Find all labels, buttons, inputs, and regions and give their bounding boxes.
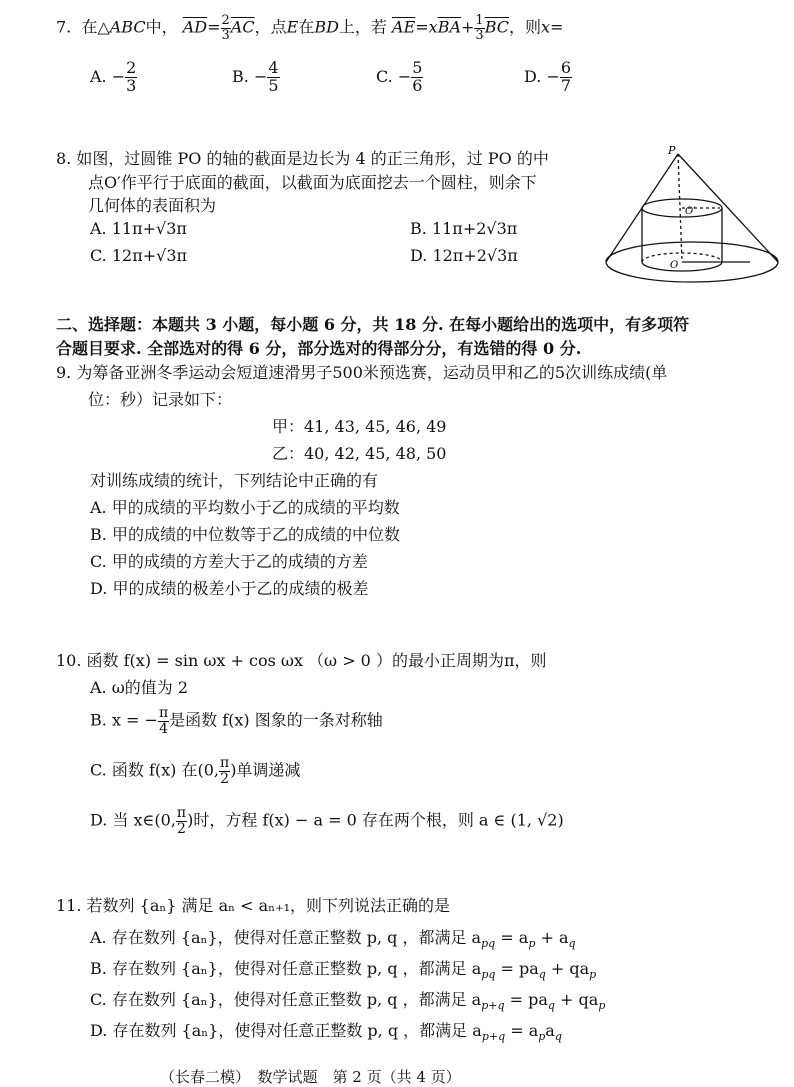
option-text: 存在数列 {aₙ}，使得对任意正整数 p, q ，都满足 a [111, 990, 482, 1009]
option-rest: = pa [495, 959, 539, 978]
q7-frac-1-num: 2 [221, 13, 230, 28]
q11-option-a[interactable] [90, 925, 576, 950]
option-label: A. [90, 928, 107, 947]
option-sub: p+q [481, 1030, 506, 1043]
option-sub: pq [481, 937, 496, 950]
option-label: C. [90, 760, 107, 780]
option-sub2: q [547, 999, 555, 1012]
option-rest2: + a [535, 928, 569, 947]
q10-option-a[interactable] [90, 675, 188, 698]
q9-data-2: 乙：40, 42, 45, 48, 50 [272, 444, 447, 463]
option-label: D. [410, 246, 428, 265]
option-rest2: + qa [554, 990, 599, 1009]
q7-frac-2 [474, 14, 484, 42]
option-label: B. [90, 525, 107, 544]
option-sign: − [546, 66, 560, 86]
option-text: 甲的成绩的极差小于乙的成绩的极差 [112, 579, 369, 598]
option-frac [560, 60, 572, 95]
q7-x: x [428, 17, 438, 37]
option-text: 12π+2√3π [432, 246, 518, 265]
option-label: A. [90, 678, 107, 697]
option-sub2: p [528, 937, 536, 950]
option-text: 甲的成绩的方差大于乙的成绩的方差 [111, 552, 368, 571]
q10-number: 10. [56, 651, 82, 670]
q10-option-b[interactable] [90, 706, 383, 736]
option-text: ω的值为 2 [111, 678, 189, 697]
option-label: A. [90, 219, 107, 238]
q11-option-d[interactable] [90, 1018, 562, 1043]
page-footer: （长春二模） 数学试题 第 2 页（共 4 页） [160, 1068, 461, 1086]
q7-stem [56, 14, 563, 42]
option-label: B. [410, 219, 427, 238]
q7-eq: = [207, 17, 221, 37]
option-frac [411, 60, 423, 95]
q8-option-a[interactable] [90, 219, 187, 238]
option-sign: − [253, 66, 268, 86]
option-frac-num: π [219, 755, 230, 771]
option-frac [219, 756, 230, 786]
option-frac-num: 6 [560, 58, 572, 77]
option-sub: p+q [481, 999, 505, 1012]
option-frac-den: 5 [268, 75, 279, 95]
option-label: B. [90, 959, 107, 978]
option-post: )时，方程 f(x) − a = 0 存在两个根，则 a ∈ (1, √2) [187, 810, 564, 830]
option-label: D. [90, 579, 108, 598]
option-text: 12π+√3π [111, 246, 188, 265]
q7-frac-2-num: 1 [475, 13, 484, 28]
q8-line-2: 点O′作平行于底面的截面，以截面为底面挖去一个圆柱，则余下 [88, 173, 537, 192]
q9-number: 9. [56, 363, 72, 382]
option-label: B. [232, 66, 249, 86]
q7-text-a: 在△ [81, 17, 110, 37]
option-frac-num: π [176, 805, 187, 821]
q8-option-c[interactable] [90, 246, 187, 265]
q9-option-b[interactable] [90, 522, 400, 545]
option-frac-num: 5 [412, 58, 423, 77]
q8-line-3: 几何体的表面积为 [88, 196, 217, 215]
option-text: 甲的成绩的平均数小于乙的成绩的平均数 [111, 498, 400, 517]
q7-frac-2-den: 3 [475, 27, 484, 43]
q7-point-e: E [286, 17, 299, 37]
q7-vector-ad: $\overline{AD}$ [182, 17, 208, 37]
option-sub: pq [481, 968, 496, 981]
option-post: 是函数 f(x) 图象的一条对称轴 [169, 710, 383, 730]
q7-frac-1 [221, 14, 231, 42]
option-frac [158, 706, 169, 736]
option-label: A. [90, 498, 107, 517]
option-frac [125, 60, 137, 95]
option-frac [267, 60, 279, 95]
option-sign: − [397, 66, 412, 86]
q9-line-3: 对训练成绩的统计，下列结论中正确的有 [90, 471, 379, 490]
option-sub3: q [568, 937, 576, 950]
option-sign: − [111, 66, 126, 86]
option-frac-den: 2 [220, 770, 230, 787]
option-rest2: a [545, 1021, 555, 1040]
option-frac-den: 4 [159, 720, 169, 737]
option-sub3: p [589, 968, 597, 981]
section2-line-1: 二、选择题：本题共 3 小题，每小题 6 分，共 18 分. 在每小题给出的选项中，有多项符 [56, 315, 690, 334]
q9-option-a[interactable] [90, 495, 400, 518]
q9-data-1: 甲：41, 43, 45, 46, 49 [272, 417, 447, 436]
option-text: 11π+2√3π [431, 219, 518, 238]
option-sub3: q [554, 1030, 562, 1043]
option-pre: 当 x∈(0, [112, 810, 176, 830]
q7-text-c: ，点 [254, 17, 287, 37]
q7-option-b[interactable] [232, 60, 280, 95]
option-post: )单调递减 [230, 760, 301, 780]
q9-line-1 [56, 360, 667, 383]
option-label: D. [524, 66, 542, 86]
option-label: C. [90, 552, 107, 571]
q7-plus: + [461, 17, 475, 37]
option-sub3: p [598, 999, 606, 1012]
label-o-prime: O′ [685, 206, 696, 217]
option-frac-den: 3 [126, 75, 137, 95]
q10-option-c[interactable] [90, 756, 300, 786]
q7-abc: ABC [109, 17, 146, 37]
option-rest: = a [495, 928, 529, 947]
q7-text-b: 中， [145, 17, 178, 37]
q8-option-b[interactable] [410, 219, 517, 238]
q8-text-1: 如图，过圆锥 PO 的轴的截面是边长为 4 的正三角形，过 PO 的中 [76, 149, 549, 168]
option-label: C. [90, 990, 107, 1009]
option-rest2: + qa [545, 959, 590, 978]
q7-text-e: 上，若 [338, 17, 387, 37]
q8-option-d[interactable] [410, 246, 518, 265]
q11-number: 11. [56, 896, 82, 915]
option-text: 存在数列 {aₙ}，使得对任意正整数 p, q ，都满足 a [111, 928, 482, 947]
option-text: 甲的成绩的中位数等于乙的成绩的中位数 [111, 525, 400, 544]
cone-axis [678, 154, 682, 262]
q10-stem [56, 648, 546, 671]
option-label: B. [90, 710, 107, 730]
label-p: P [668, 144, 676, 157]
option-text: 存在数列 {aₙ}，使得对任意正整数 p, q ，都满足 a [111, 959, 482, 978]
label-o: O [670, 260, 679, 271]
option-sub2: q [538, 968, 546, 981]
q9-line-2: 位：秒）记录如下： [88, 390, 233, 409]
q7-text-f: ，则 [508, 17, 541, 37]
q9-option-c[interactable] [90, 549, 368, 572]
option-text: 存在数列 {aₙ}，使得对任意正整数 p, q ，都满足 a [112, 1021, 482, 1040]
option-frac-den: 7 [560, 75, 572, 95]
section2-line-2: 合题目要求. 全部选对的得 6 分，部分选对的得部分分，有选错的得 0 分. [56, 339, 582, 358]
option-label: D. [90, 1021, 108, 1040]
option-frac-num: π [158, 705, 169, 721]
option-frac-num: 2 [126, 58, 137, 77]
q11-text: 若数列 {aₙ} 满足 aₙ < aₙ₊₁，则下列说法正确的是 [86, 896, 450, 915]
q7-text-d: 在 [298, 17, 315, 37]
cylinder-bottom-front [642, 262, 722, 271]
q7-vector-ba: $\overline{BA}$ [437, 17, 461, 37]
q11-option-c[interactable] [90, 987, 605, 1012]
q7-eq3: = [550, 17, 564, 37]
option-pre: x = − [111, 710, 158, 730]
option-frac-den: 6 [412, 75, 423, 95]
option-sub2: p [538, 1030, 546, 1043]
q7-vector-ae: $\overline{AE}$ [392, 17, 416, 37]
q10-text: 函数 f(x) = sin ωx + cos ωx （ω > 0 ）的最小正周期为π，则 [86, 651, 547, 670]
q10-option-d[interactable] [90, 806, 564, 836]
option-label: D. [90, 810, 108, 830]
cone-figure [600, 144, 784, 290]
option-pre: 函数 f(x) 在(0, [111, 760, 219, 780]
q7-number: 7. [56, 17, 72, 37]
option-frac [176, 806, 187, 836]
q7-option-c[interactable] [376, 60, 423, 95]
q8-number: 8. [56, 149, 72, 168]
option-frac-num: 4 [268, 58, 279, 77]
option-frac-den: 2 [177, 820, 186, 837]
option-label: C. [376, 66, 393, 86]
q7-option-a[interactable] [90, 60, 137, 95]
q7-option-d[interactable] [524, 60, 572, 95]
q7-vector-ac: $\overline{AC}$ [230, 17, 255, 37]
q9-text-1: 为筹备亚洲冬季运动会短道速滑男子500米预选赛，运动员甲和乙的5次训练成绩(单 [76, 363, 668, 382]
option-text: 11π+√3π [111, 219, 187, 238]
q7-bd: BD [314, 17, 339, 37]
q11-stem [56, 893, 450, 916]
option-label: A. [90, 66, 107, 86]
q7-vector-bc: $\overline{BC}$ [484, 17, 509, 37]
option-rest: = a [505, 1021, 539, 1040]
q8-line-1 [56, 146, 549, 169]
option-rest: = pa [504, 990, 548, 1009]
q7-frac-1-den: 3 [221, 27, 230, 43]
q7-eq2: = [415, 17, 429, 37]
q11-option-b[interactable] [90, 956, 596, 981]
q9-option-d[interactable] [90, 576, 368, 599]
q7-x2: x [541, 17, 551, 37]
option-label: C. [90, 246, 107, 265]
